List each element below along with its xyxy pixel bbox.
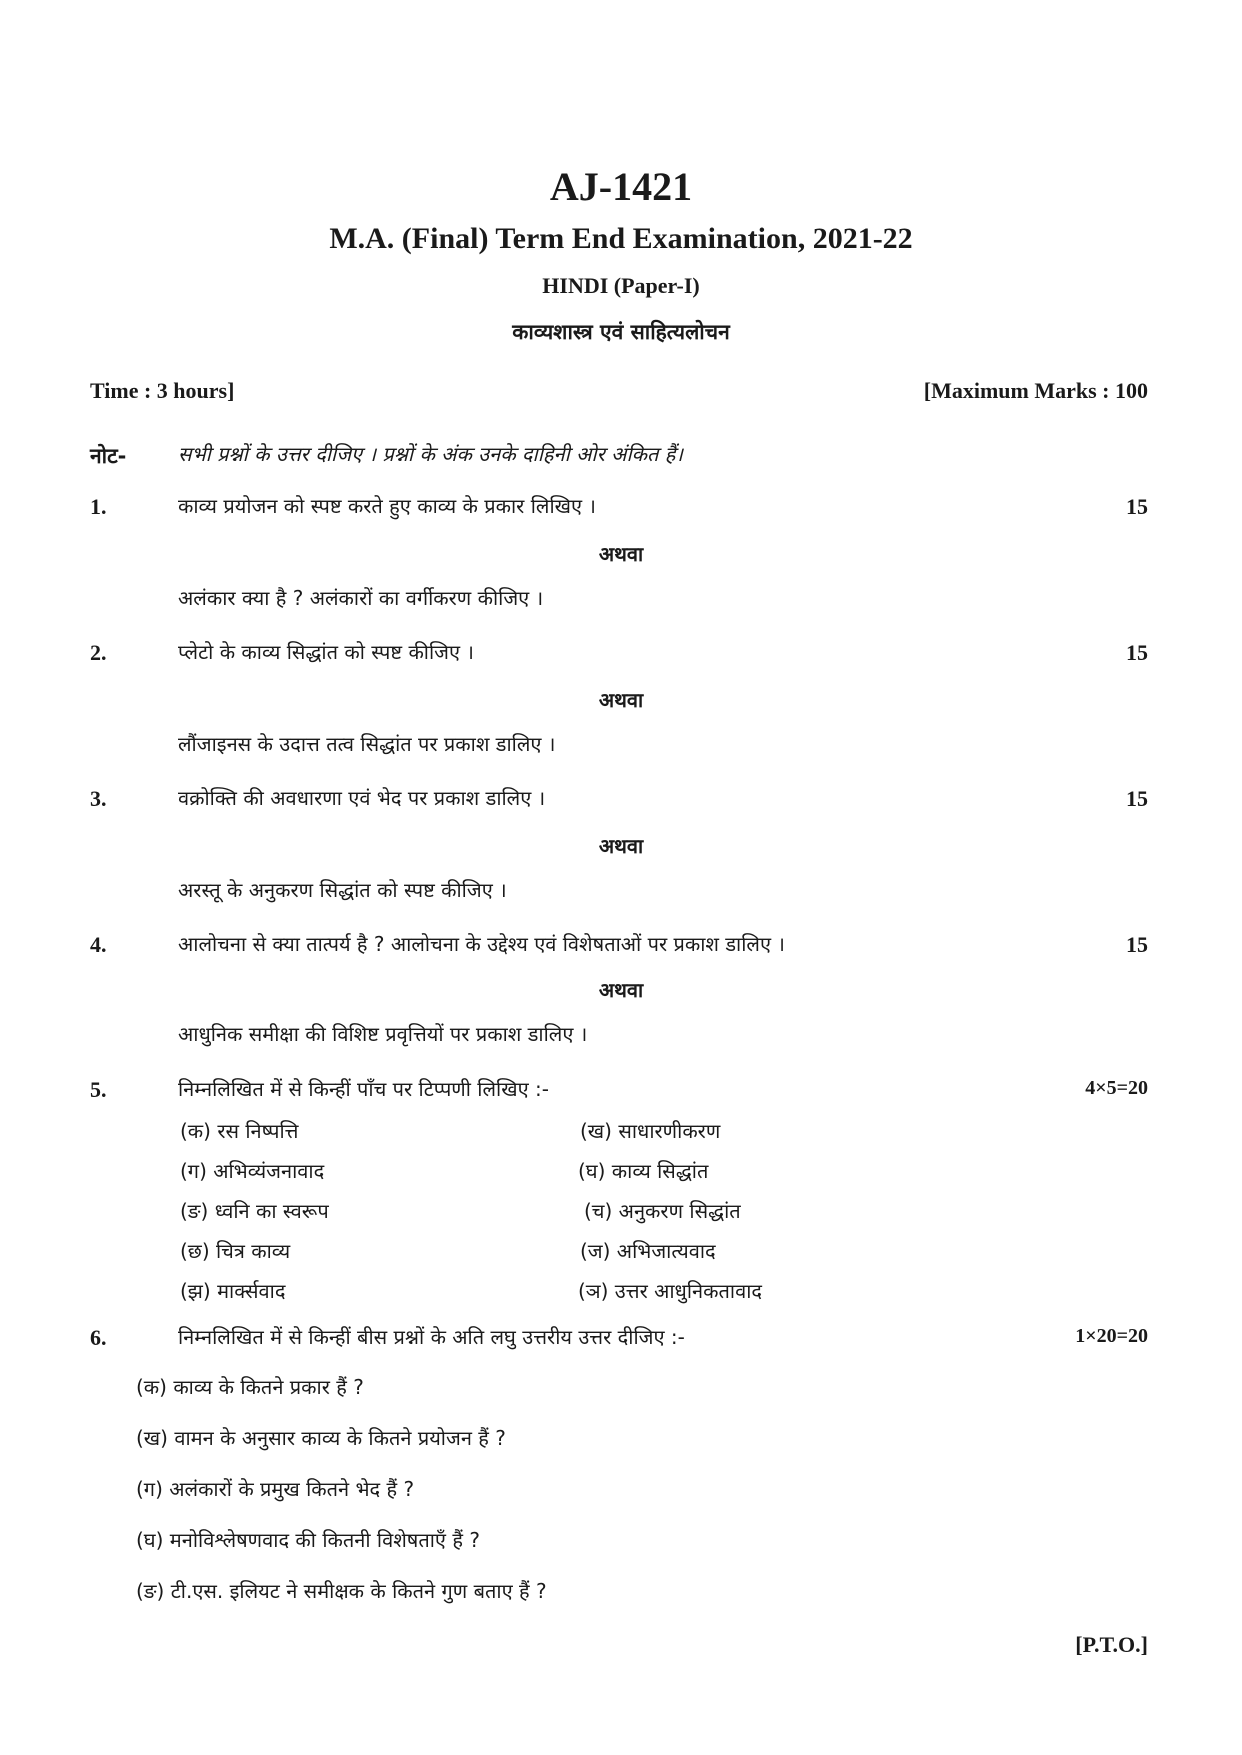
sub-question: (क) काव्य के कितने प्रकार हैं ? xyxy=(136,1375,364,1399)
question-text: वक्रोक्ति की अवधारणा एवं भेद पर प्रकाश डालिए । xyxy=(178,786,546,810)
question-number: 5. xyxy=(90,1077,107,1102)
question-number: 4. xyxy=(90,932,107,957)
question-text: आलोचना से क्या तात्पर्य है ? आलोचना के उद्देश्य एवं विशेषताओं पर प्रकाश डालिए । xyxy=(178,932,785,956)
question-marks: 15 xyxy=(1126,494,1148,519)
option-item: (क) रस निष्पत्ति xyxy=(180,1119,299,1143)
or-label: अथवा xyxy=(598,978,644,1002)
alternate-question-text: अरस्तू के अनुकरण सिद्धांत को स्पष्ट कीजिए । xyxy=(178,878,507,902)
question-number: 6. xyxy=(90,1325,107,1350)
or-label: अथवा xyxy=(598,834,644,858)
question-text: निम्नलिखित में से किन्हीं पाँच पर टिप्पणी लिखिए :- xyxy=(178,1077,549,1101)
question-marks: 4×5=20 xyxy=(1085,1077,1148,1099)
question-text: निम्नलिखित में से किन्हीं बीस प्रश्नों के अति लघु उत्तरीय उत्तर दीजिए :- xyxy=(178,1325,685,1349)
paper-subtitle: काव्यशास्त्र एवं साहित्यलोचन xyxy=(512,320,730,344)
subject-title: HINDI (Paper-I) xyxy=(542,273,700,298)
alternate-question-text: अलंकार क्या है ? अलंकारों का वर्गीकरण कीजिए । xyxy=(178,586,544,610)
option-item: (च) अनुकरण सिद्धांत xyxy=(584,1199,741,1223)
or-label: अथवा xyxy=(598,688,644,712)
option-item: (ख) साधारणीकरण xyxy=(580,1119,721,1143)
option-item: (ग) अभिव्यंजनावाद xyxy=(180,1159,325,1183)
option-item: (ञ) उत्तर आधुनिकतावाद xyxy=(578,1279,763,1303)
note-label: नोट- xyxy=(90,444,127,468)
option-item: (घ) काव्य सिद्धांत xyxy=(578,1159,709,1183)
question-marks: 1×20=20 xyxy=(1075,1325,1148,1347)
note-text: सभी प्रश्नों के उत्तर दीजिए । प्रश्नों के अंक उनके दाहिनी ओर अंकित हैं। xyxy=(178,442,683,466)
option-item: (ज) अभिजात्यवाद xyxy=(580,1239,716,1263)
question-marks: 15 xyxy=(1126,932,1148,957)
sub-question: (घ) मनोविश्लेषणवाद की कितनी विशेषताएँ हैं ? xyxy=(136,1528,480,1552)
question-number: 2. xyxy=(90,640,107,665)
question-text: काव्य प्रयोजन को स्पष्ट करते हुए काव्य के प्रकार लिखिए । xyxy=(178,494,596,518)
question-number: 1. xyxy=(90,494,107,519)
sub-question: (ङ) टी.एस. इलियट ने समीक्षक के कितने गुण बताए हैं ? xyxy=(136,1579,547,1603)
alternate-question-text: लौंजाइनस के उदात्त तत्व सिद्धांत पर प्रकाश डालिए । xyxy=(178,732,556,756)
option-item: (झ) मार्क्सवाद xyxy=(180,1279,286,1303)
time-allowed: Time : 3 hours] xyxy=(90,378,235,403)
question-number: 3. xyxy=(90,786,107,811)
sub-question: (ख) वामन के अनुसार काव्य के कितने प्रयोजन हैं ? xyxy=(136,1426,506,1450)
question-marks: 15 xyxy=(1126,786,1148,811)
question-text: प्लेटो के काव्य सिद्धांत को स्पष्ट कीजिए । xyxy=(178,640,475,664)
question-marks: 15 xyxy=(1126,640,1148,665)
please-turn-over: [P.T.O.] xyxy=(1075,1632,1148,1657)
option-item: (ङ) ध्वनि का स्वरूप xyxy=(180,1199,329,1223)
maximum-marks: [Maximum Marks : 100 xyxy=(923,378,1148,403)
sub-question: (ग) अलंकारों के प्रमुख कितने भेद हैं ? xyxy=(136,1477,415,1501)
option-item: (छ) चित्र काव्य xyxy=(180,1239,291,1263)
paper-code: AJ-1421 xyxy=(549,164,693,209)
alternate-question-text: आधुनिक समीक्षा की विशिष्ट प्रवृत्तियों पर प्रकाश डालिए । xyxy=(178,1022,588,1046)
exam-title: M.A. (Final) Term End Examination, 2021-22 xyxy=(329,222,913,255)
or-label: अथवा xyxy=(598,542,644,566)
